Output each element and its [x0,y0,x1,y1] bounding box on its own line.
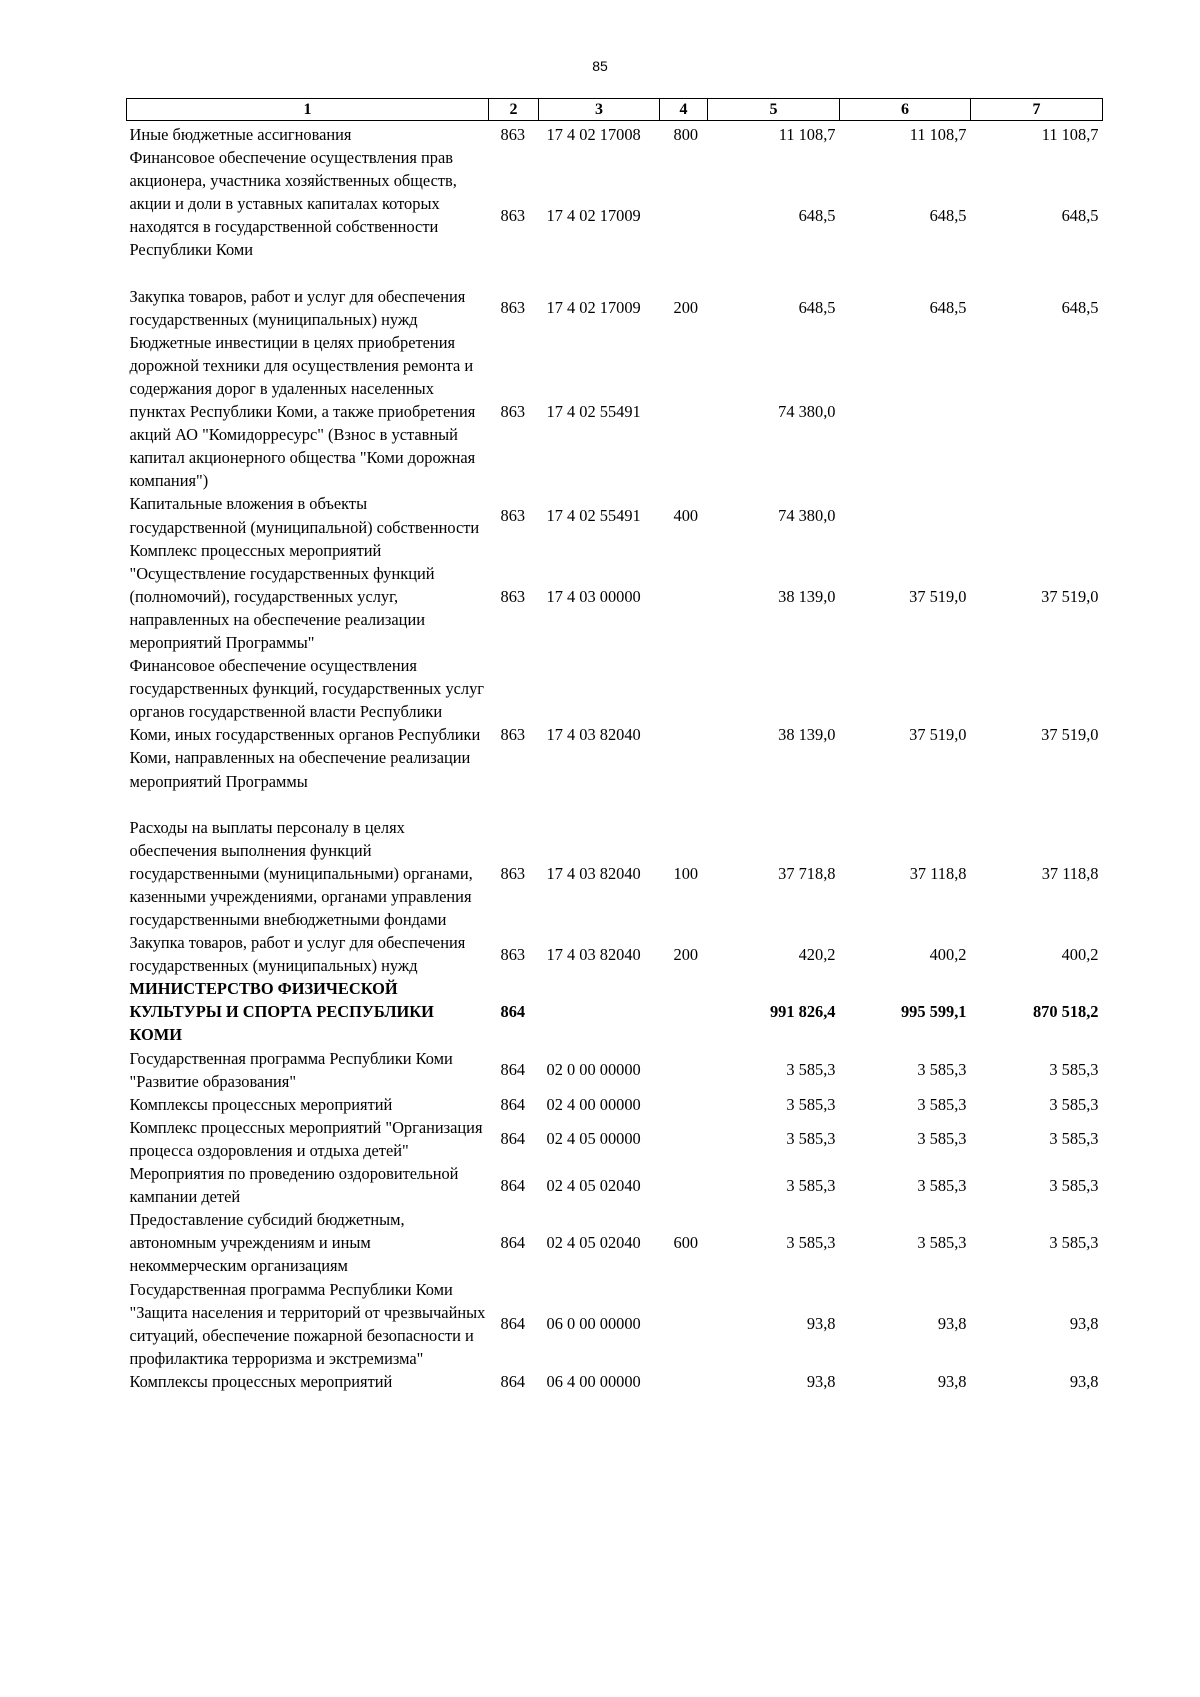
row-value-year-3: 11 108,7 [1041,125,1099,144]
row-value-year-1: 37 718,8 [778,863,836,883]
table-row [127,539,1103,654]
table-row [127,1116,1103,1162]
row-value-year-2: 93,8 [937,1314,967,1334]
table-row [127,121,1103,147]
row-admin-code: 864 [500,1233,526,1253]
budget-table [126,98,1103,1393]
row-value-year-1: 11 108,7 [778,125,836,144]
row-value-year-3: 3 585,3 [1049,1060,1099,1080]
row-value-year-2: 400,2 [929,944,967,964]
row-admin-code: 863 [500,402,526,422]
row-target-code: 06 0 00 00000 [546,1314,641,1334]
row-value-year-1: 3 585,3 [786,1060,836,1080]
row-value-year-3: 3 585,3 [1049,1175,1099,1195]
row-expense-type [660,1370,708,1393]
row-target-code: 02 0 00 00000 [546,1060,641,1080]
row-value-year-1: 648,5 [798,205,836,225]
row-value-year-1: 991 826,4 [769,1002,836,1022]
row-admin-code: 863 [500,125,526,144]
row-value-year-3: 3 585,3 [1049,1129,1099,1149]
row-expense-type [660,146,708,284]
column-header-year-1: 5 [708,99,840,121]
row-value-year-1: 648,5 [798,298,836,318]
row-expense-type [660,331,708,493]
table-row [127,931,1103,977]
column-header-year-2: 6 [840,99,971,121]
row-expense-type [660,977,708,1046]
row-target-code: 17 4 03 82040 [546,725,641,745]
row-target-code: 17 4 02 17008 [546,125,641,144]
column-header-expense-type: 4 [660,99,708,121]
row-name: Комплексы процессных мероприятий [129,1371,393,1391]
row-value-year-3: 3 585,3 [1049,1094,1099,1114]
row-value-year-1: 38 139,0 [778,586,836,606]
row-value-year-2: 3 585,3 [917,1094,967,1114]
row-expense-type: 400 [673,505,699,525]
row-admin-code: 864 [500,1060,526,1080]
row-admin-code: 864 [500,1094,526,1114]
column-header-year-3: 7 [971,99,1103,121]
table-row [127,977,1103,1046]
row-name: Комплекс процессных мероприятий "Осуществление государственных функций (полномочий), государственных услуг, направленных на обеспечение реализации мероприятий Программы" [129,540,435,652]
row-target-code: 06 4 00 00000 [546,1371,641,1391]
table-row [127,285,1103,331]
row-admin-code: 863 [500,298,526,318]
row-admin-code: 864 [500,1371,526,1391]
row-target-code: 17 4 03 82040 [546,863,641,883]
column-header-target-code: 3 [539,99,660,121]
row-admin-code: 864 [500,1175,526,1195]
row-expense-type [660,1278,708,1370]
row-expense-type [660,1093,708,1116]
row-admin-code: 864 [500,1129,526,1149]
row-name: Финансовое обеспечение осуществления прав акционера, участника хозяйственных обществ, акции и доли в уставных капиталах которых находятся в государственной собственности Республики Коми [129,148,457,260]
row-name: Мероприятия по проведению оздоровительной кампании детей [129,1164,459,1207]
row-value-year-1: 93,8 [806,1314,836,1334]
row-value-year-2: 37 519,0 [909,725,967,745]
page-number: 85 [592,58,608,74]
row-expense-type [660,1047,708,1093]
row-value-year-2: 93,8 [937,1371,967,1391]
row-value-year-2: 995 599,1 [900,1002,967,1022]
table-row [127,1208,1103,1277]
row-value-year-3: 37 519,0 [1041,725,1099,745]
table-row [127,492,1103,538]
row-value-year-1: 420,2 [798,944,836,964]
row-value-year-1: 93,8 [806,1371,836,1391]
table-row [127,816,1103,931]
row-value-year-2 [840,492,971,538]
row-value-year-2: 11 108,7 [909,125,967,144]
row-value-year-1: 3 585,3 [786,1233,836,1253]
row-name: Капитальные вложения в объекты государственной (муниципальной) собственности [129,494,480,537]
row-value-year-2: 3 585,3 [917,1060,967,1080]
row-target-code: 02 4 00 00000 [546,1094,641,1114]
column-header-admin-code: 2 [489,99,539,121]
table-row [127,654,1103,816]
table-row [127,1278,1103,1370]
column-header-name: 1 [127,99,489,121]
row-value-year-3: 3 585,3 [1049,1233,1099,1253]
row-expense-type: 100 [673,863,699,883]
row-value-year-2: 648,5 [929,205,967,225]
row-target-code: 02 4 05 02040 [546,1175,641,1195]
row-name: Государственная программа Республики Коми "Развитие образования" [129,1048,453,1091]
row-value-year-1: 38 139,0 [778,725,836,745]
row-name: Закупка товаров, работ и услуг для обеспечения государственных (муниципальных) нужд [129,286,466,329]
row-name: Государственная программа Республики Коми "Защита населения и территорий от чрезвычайных ситуаций, обеспечение пожарной безопасности и профилактика терроризма и экстремизма" [129,1279,486,1368]
row-value-year-2: 3 585,3 [917,1175,967,1195]
table-body [127,121,1103,1393]
row-value-year-1: 3 585,3 [786,1094,836,1114]
row-value-year-3: 648,5 [1061,298,1099,318]
row-expense-type [660,1116,708,1162]
row-value-year-1: 3 585,3 [786,1175,836,1195]
row-value-year-3 [971,492,1103,538]
row-value-year-3: 37 118,8 [1041,863,1099,883]
row-target-code: 17 4 02 55491 [546,402,641,422]
row-admin-code: 863 [500,586,526,606]
row-value-year-2: 3 585,3 [917,1233,967,1253]
row-value-year-2: 3 585,3 [917,1129,967,1149]
row-name: Закупка товаров, работ и услуг для обеспечения государственных (муниципальных) нужд [129,933,466,976]
row-name: Финансовое обеспечение осуществления государственных функций, государственных услуг органов государственной власти Республики Коми, иных государственных органов Республики Коми, направленных на обеспечение реализации мероприятий Программы [129,656,485,791]
row-name: МИНИСТЕРСТВО ФИЗИЧЕСКОЙ КУЛЬТУРЫ И СПОРТА РЕСПУБЛИКИ КОМИ [129,979,434,1045]
row-name: Бюджетные инвестиции в целях приобретения дорожной техники для осуществления ремонта и содержания дорог в удаленных населенных пунктах Республики Коми, а также приобретения акций АО "Комидорресурс" (Взнос в уставный капитал акционерного общества "Коми дорожная компания") [129,332,476,491]
row-value-year-3: 870 518,2 [1032,1002,1099,1022]
row-admin-code: 864 [500,1002,526,1022]
row-admin-code: 864 [500,1314,526,1334]
row-admin-code: 863 [500,725,526,745]
row-target-code: 17 4 02 55491 [546,505,641,525]
row-value-year-3: 37 519,0 [1041,586,1099,606]
row-expense-type: 200 [673,944,699,964]
row-value-year-3: 93,8 [1069,1371,1099,1391]
row-value-year-2: 37 519,0 [909,586,967,606]
row-target-code: 17 4 02 17009 [546,205,641,225]
row-admin-code: 863 [500,863,526,883]
row-value-year-1: 74 380,0 [778,402,836,422]
row-value-year-3: 400,2 [1061,944,1099,964]
row-value-year-2 [840,331,971,493]
row-value-year-2: 648,5 [929,298,967,318]
table-row [127,1162,1103,1208]
row-target-code: 17 4 03 00000 [546,586,641,606]
row-value-year-3: 648,5 [1061,205,1099,225]
row-expense-type: 600 [673,1233,699,1253]
row-admin-code: 863 [500,944,526,964]
table-row [127,146,1103,284]
row-expense-type [660,539,708,654]
table-row [127,1093,1103,1116]
table-row [127,1370,1103,1393]
row-value-year-1: 3 585,3 [786,1129,836,1149]
row-name: Комплекс процессных мероприятий "Организация процесса оздоровления и отдыха детей" [129,1117,483,1160]
row-target-code: 17 4 02 17009 [546,298,641,318]
row-name: Иные бюджетные ассигнования [129,125,352,144]
row-expense-type [660,654,708,816]
row-target-code: 02 4 05 02040 [546,1233,641,1253]
row-value-year-1: 74 380,0 [778,505,836,525]
row-value-year-2: 37 118,8 [909,863,967,883]
table-row [127,331,1103,493]
table-header [127,99,1103,121]
row-name: Предоставление субсидий бюджетным, автономным учреждениям и иным некоммерческим организациям [129,1210,405,1276]
row-target-code [539,977,660,1046]
row-target-code: 17 4 03 82040 [546,944,641,964]
row-target-code: 02 4 05 00000 [546,1129,641,1149]
row-name: Расходы на выплаты персоналу в целях обеспечения выполнения функций государственными (муниципальными) органами, казенными учреждениями, органами управления государственными внебюджетными фондами [129,817,473,929]
row-value-year-3 [971,331,1103,493]
row-expense-type: 800 [673,125,699,144]
row-expense-type [660,1162,708,1208]
row-admin-code: 863 [500,505,526,525]
row-value-year-3: 93,8 [1069,1314,1099,1334]
row-name: Комплексы процессных мероприятий [129,1094,393,1114]
table-row [127,1047,1103,1093]
row-expense-type: 200 [673,298,699,318]
row-admin-code: 863 [500,205,526,225]
